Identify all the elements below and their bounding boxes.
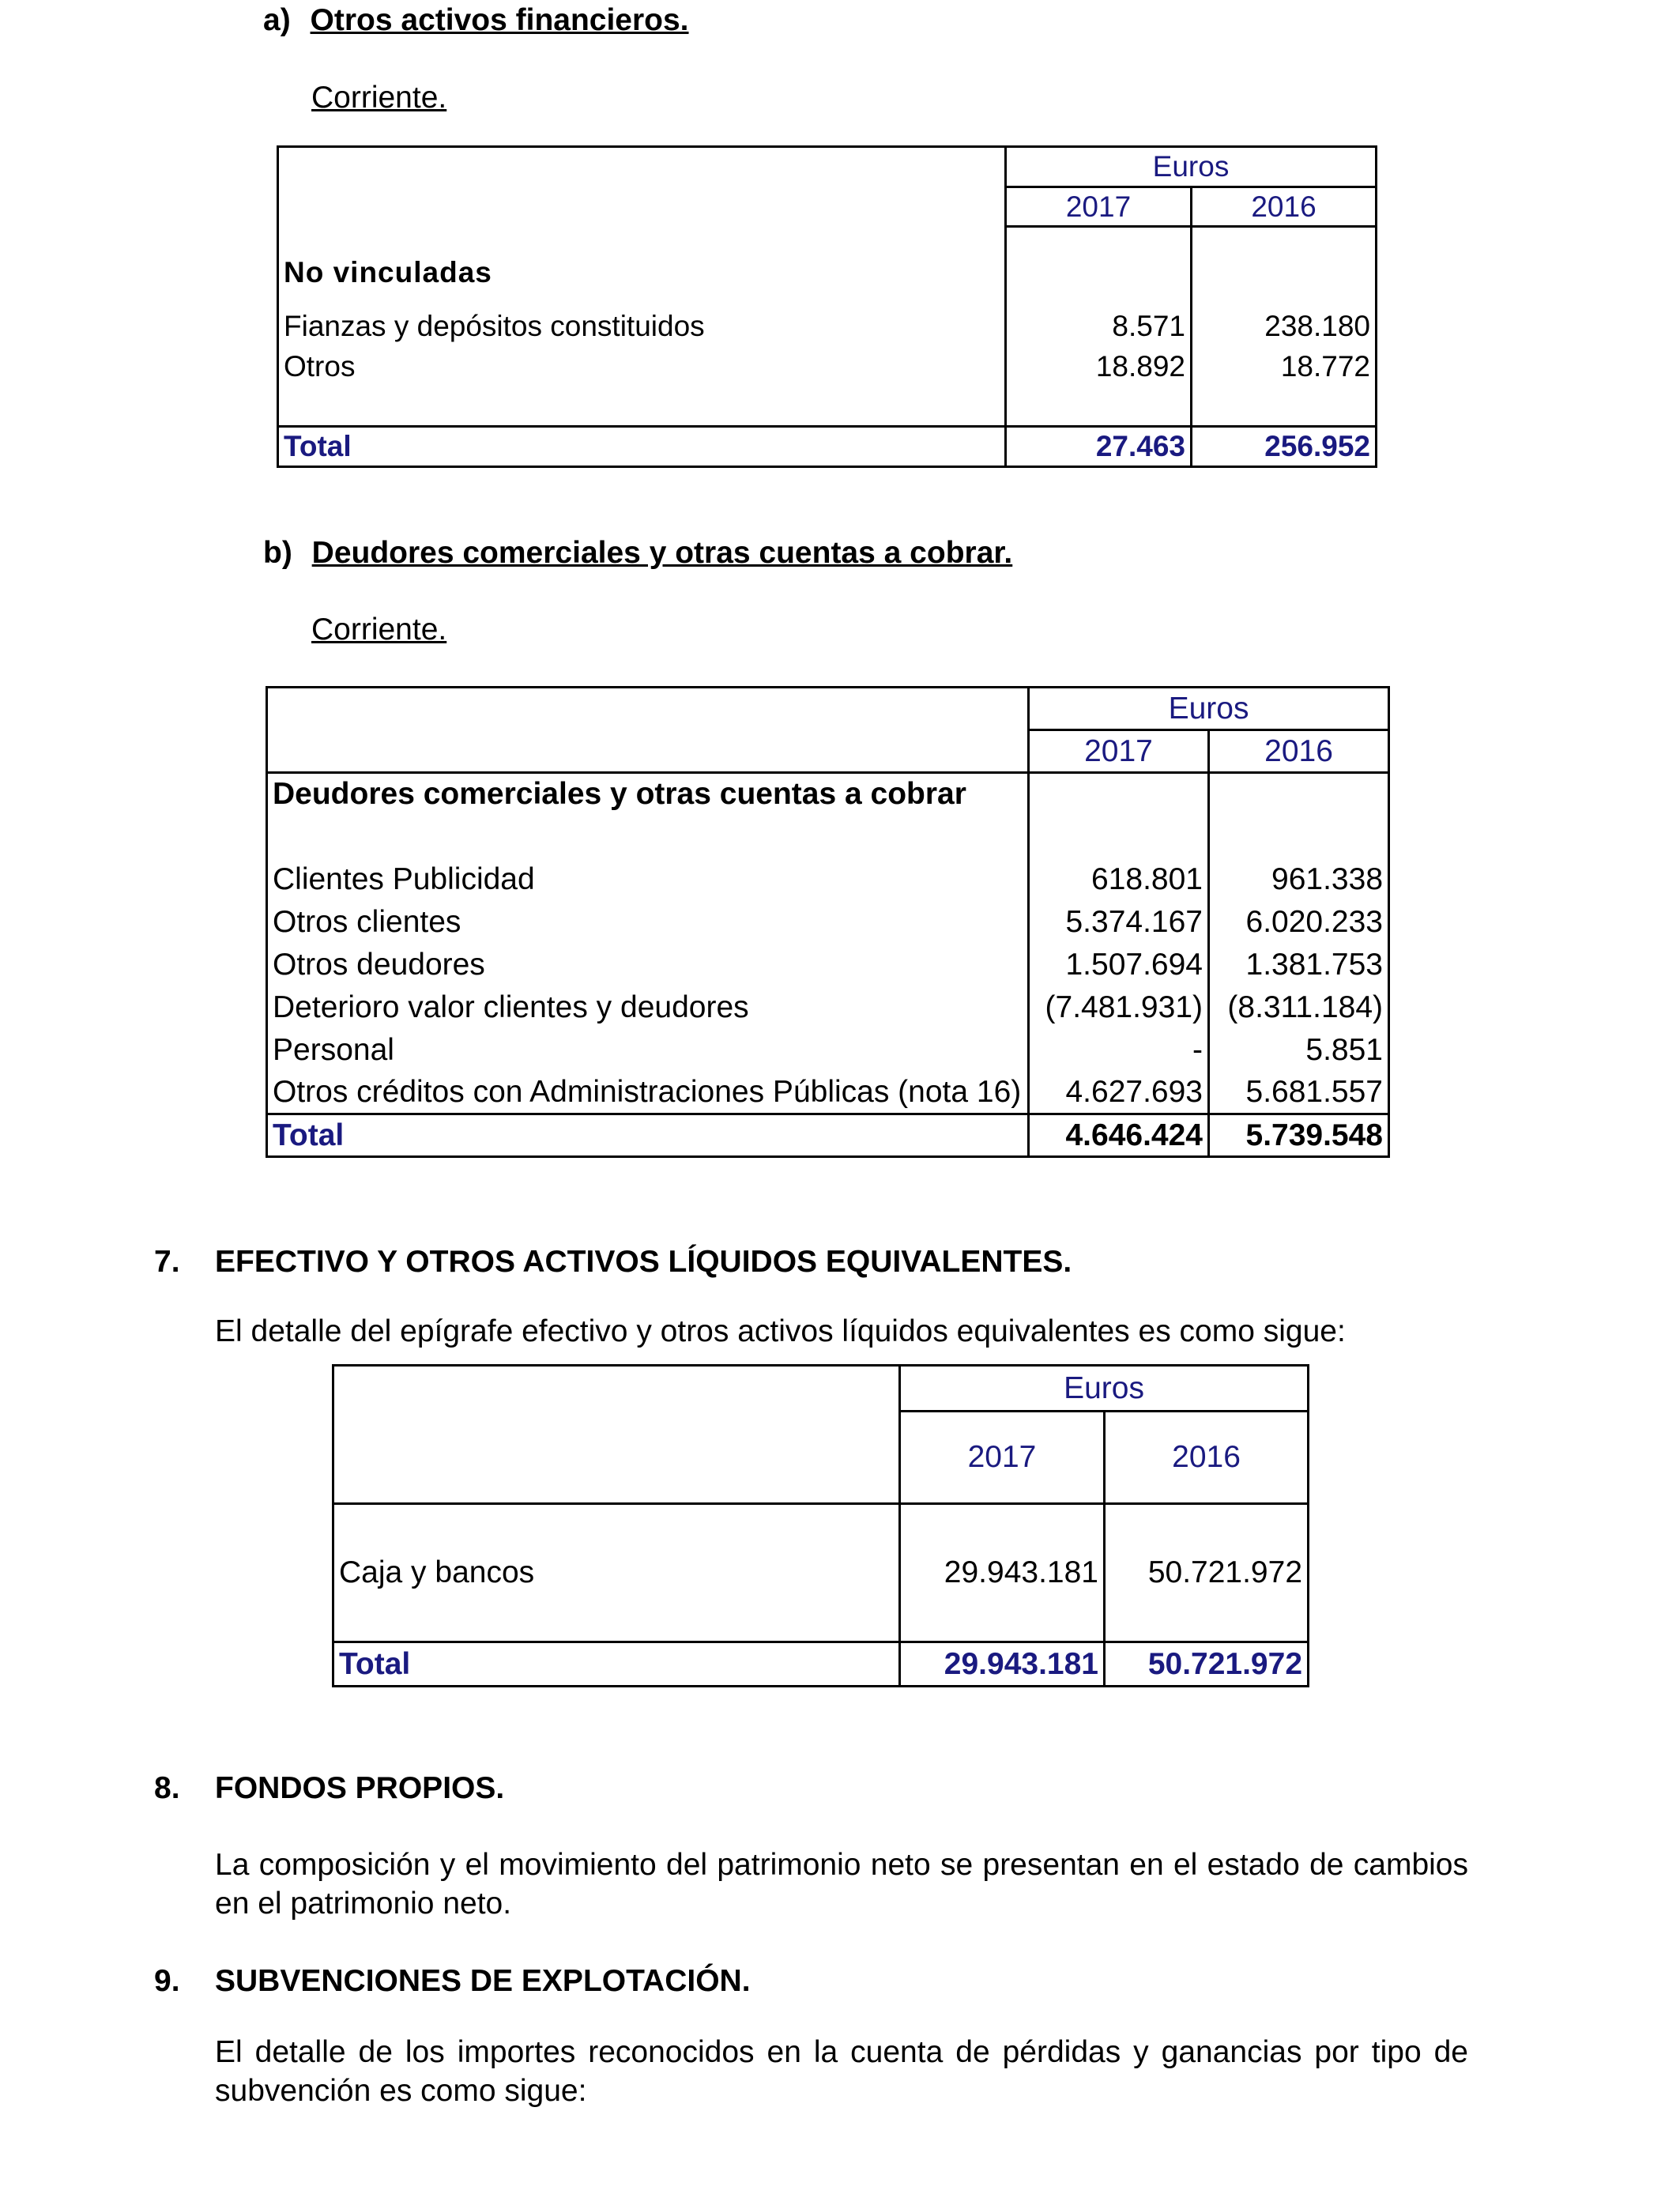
year-2017-header: 2017 [1029,730,1209,773]
table-cell-2016: 18.772 [1192,347,1377,387]
section-9-heading [154,1964,751,1999]
group-label: Deudores comerciales y otras cuentas a cobrar [267,773,1029,816]
year-2016-header: 2016 [1192,187,1377,227]
section-8-title: FONDOS PROPIOS. [215,1771,505,1805]
total-2016: 256.952 [1192,427,1377,467]
table-header-blank [333,1366,900,1504]
table-cell-2016: 50.721.972 [1105,1504,1309,1642]
table-row-label: Personal [267,1029,1029,1072]
total-label: Total [267,1114,1029,1157]
section-a-subtitle: Corriente. [311,81,447,115]
section-a-heading [263,3,689,38]
year-2016-header: 2016 [1209,730,1389,773]
section-7-intro: El detalle del epígrafe efectivo y otros activos líquidos equivalentes es como sigue: [215,1314,1346,1348]
year-2017-header: 2017 [1006,187,1192,227]
table-cell-2016: 238.180 [1192,307,1377,347]
year-2017-header: 2017 [900,1412,1105,1504]
section-9-title: SUBVENCIONES DE EXPLOTACIÓN. [215,1964,751,1998]
table-otros-activos [277,145,1377,468]
section-9-text: El detalle de los importes reconocidos en la cuenta de pérdidas y ganancias por tipo de subvención es como sigue: [215,2035,1468,2108]
section-b-letter: b) [263,536,292,570]
table-cell-2016: 6.020.233 [1209,901,1389,944]
table-cell-2017: 5.374.167 [1029,901,1209,944]
table-cell-2016: 961.338 [1209,858,1389,901]
table-efectivo [332,1364,1309,1687]
total-2017: 29.943.181 [900,1642,1105,1687]
section-8-number: 8. [154,1771,180,1805]
table-header-blank [267,688,1029,773]
table-cell-2017: 4.627.693 [1029,1072,1209,1114]
table-header-blank [278,147,1006,227]
section-7-title: EFECTIVO Y OTROS ACTIVOS LÍQUIDOS EQUIVALENTES. [215,1245,1072,1279]
table-cell-2016: 1.381.753 [1209,944,1389,986]
table-cell-2016: 5.851 [1209,1029,1389,1072]
table-cell-2017: - [1029,1029,1209,1072]
section-b-subtitle: Corriente. [311,613,447,647]
table-cell-2017: 8.571 [1006,307,1192,347]
table-cell-2017: 29.943.181 [900,1504,1105,1642]
table-cell-2016: 5.681.557 [1209,1072,1389,1114]
table-row-label: Otros deudores [267,944,1029,986]
euros-header: Euros [900,1366,1309,1412]
section-9-number: 9. [154,1964,180,1998]
table-cell-2017: 618.801 [1029,858,1209,901]
year-2016-header: 2016 [1105,1412,1309,1504]
euros-header: Euros [1029,688,1389,730]
table-row-label: Fianzas y depósitos constituidos [278,307,1006,347]
table-deudores [266,686,1390,1158]
euros-header: Euros [1006,147,1377,187]
section-b-heading [263,536,1012,571]
section-a-title: Otros activos financieros. [310,3,689,37]
table-row-label: Caja y bancos [333,1504,900,1642]
section-7-heading [154,1245,1072,1280]
section-8-heading [154,1771,505,1806]
table-cell-2017: (7.481.931) [1029,986,1209,1029]
total-label: Total [278,427,1006,467]
table-row-label: Otros créditos con Administraciones Públicas (nota 16) [267,1072,1029,1114]
section-b-title: Deudores comerciales y otras cuentas a cobrar. [311,536,1013,570]
section-8-text: La composición y el movimiento del patrimonio neto se presentan en el estado de cambios en el patrimonio neto. [215,1848,1468,1921]
table-cell-2016: (8.311.184) [1209,986,1389,1029]
section-a-letter: a) [263,3,291,37]
group-label: No vinculadas [278,227,1006,307]
table-row-label: Otros [278,347,1006,387]
total-2017: 4.646.424 [1029,1114,1209,1157]
table-row-label: Deterioro valor clientes y deudores [267,986,1029,1029]
section-7-number: 7. [154,1245,180,1279]
table-cell-2017: 18.892 [1006,347,1192,387]
total-label: Total [333,1642,900,1687]
table-cell-2017: 1.507.694 [1029,944,1209,986]
table-row-label: Clientes Publicidad [267,858,1029,901]
total-2016: 5.739.548 [1209,1114,1389,1157]
total-2017: 27.463 [1006,427,1192,467]
table-row-label: Otros clientes [267,901,1029,944]
total-2016: 50.721.972 [1105,1642,1309,1687]
